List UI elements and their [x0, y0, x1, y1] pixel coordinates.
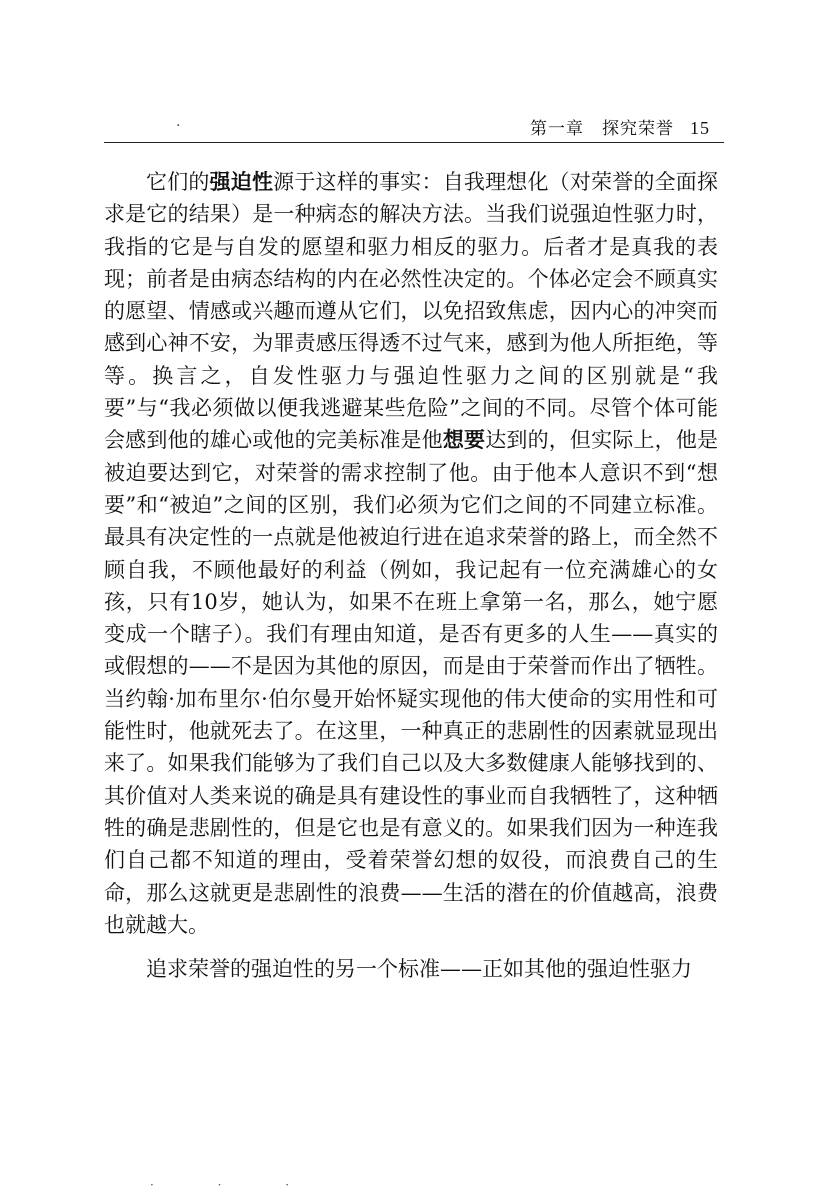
- header-rule: [104, 142, 724, 143]
- text-segment: 达到的，但实际上，他是被迫要达到它，对荣誉的需求控制了他。由于他本人意识不到“想要”和“被迫”之间的区别，我们必须为它们之间的不同建立标准。最具有决定性的一点就是他被迫行进在追求荣誉的路上，而全然不顾自我，不顾他最好的利益（例如，我记起有一位充满雄心的女孩，只有10岁，她认为，如果不在班上拿第一名，那么，她宁愿变成一个瞎子）。我们有理由知道，是否有更多的人生——真实的或假想的——不是因为其他的原因，而是由于荣誉而作出了牺牲。当约翰·加布里尔·伯尔曼开始怀疑实现他的伟大使命的实用性和可能性时，他就死去了。在这里，一种真正的悲剧性的因素就显现出来了。如果我们能够为了我们自己以及大多数健康人能够找到的、其价值对人类来说的确是具有建设性的事业而自我牺牲了，这种牺牲的确是悲剧性的，但是它也是有意义的。如果我们因为一种连我们自己都不知道的理由，受着荣誉幻想的奴役，而浪费自己的生命，那么这就更是悲剧性的浪费——生活的潜在的价值越高，浪费也就越大。: [104, 428, 719, 937]
- paragraph-2: [104, 953, 718, 985]
- text-segment: 追求荣誉的强迫性的另一个标准——正如其他的强迫性驱力: [146, 957, 692, 982]
- scan-marks: · · ·: [150, 1178, 320, 1192]
- text-segment: 源于这样的事实：自我理想化（对荣誉的全面探求是它的结果）是一种病态的解决方法。当我们说强迫性驱力时，我指的它是与自发的愿望和驱力相反的驱力。后者才是真我的表现；前者是由病态结构的内在必然性决定的。个体必定会不顾真实的愿望、情感或兴趣而遵从它们，以免招致焦虑，因内心的冲突而感到心神不安，为罪责感压得透不过气来，感到为他人所拒绝，等等。换言之，自发性驱力与强迫性驱力之间的区别就是“我要”与“我必须做以便我逃避某些危险”之间的不同。尽管个体可能会感到他的雄心或他的完美标准是他: [104, 170, 719, 453]
- body-text: [104, 166, 718, 985]
- chapter-title: 第一章 探究荣誉: [530, 119, 674, 139]
- page-number: 15: [690, 118, 710, 138]
- text-segment: 它们的: [146, 170, 210, 194]
- header-dot: ·: [176, 118, 181, 134]
- header-chapter-title: [530, 114, 710, 139]
- running-header: [104, 110, 724, 144]
- bold-term-want: 想要: [442, 427, 486, 453]
- bold-term-compulsiveness: 强迫性: [209, 169, 274, 194]
- paragraph-1: [104, 166, 718, 941]
